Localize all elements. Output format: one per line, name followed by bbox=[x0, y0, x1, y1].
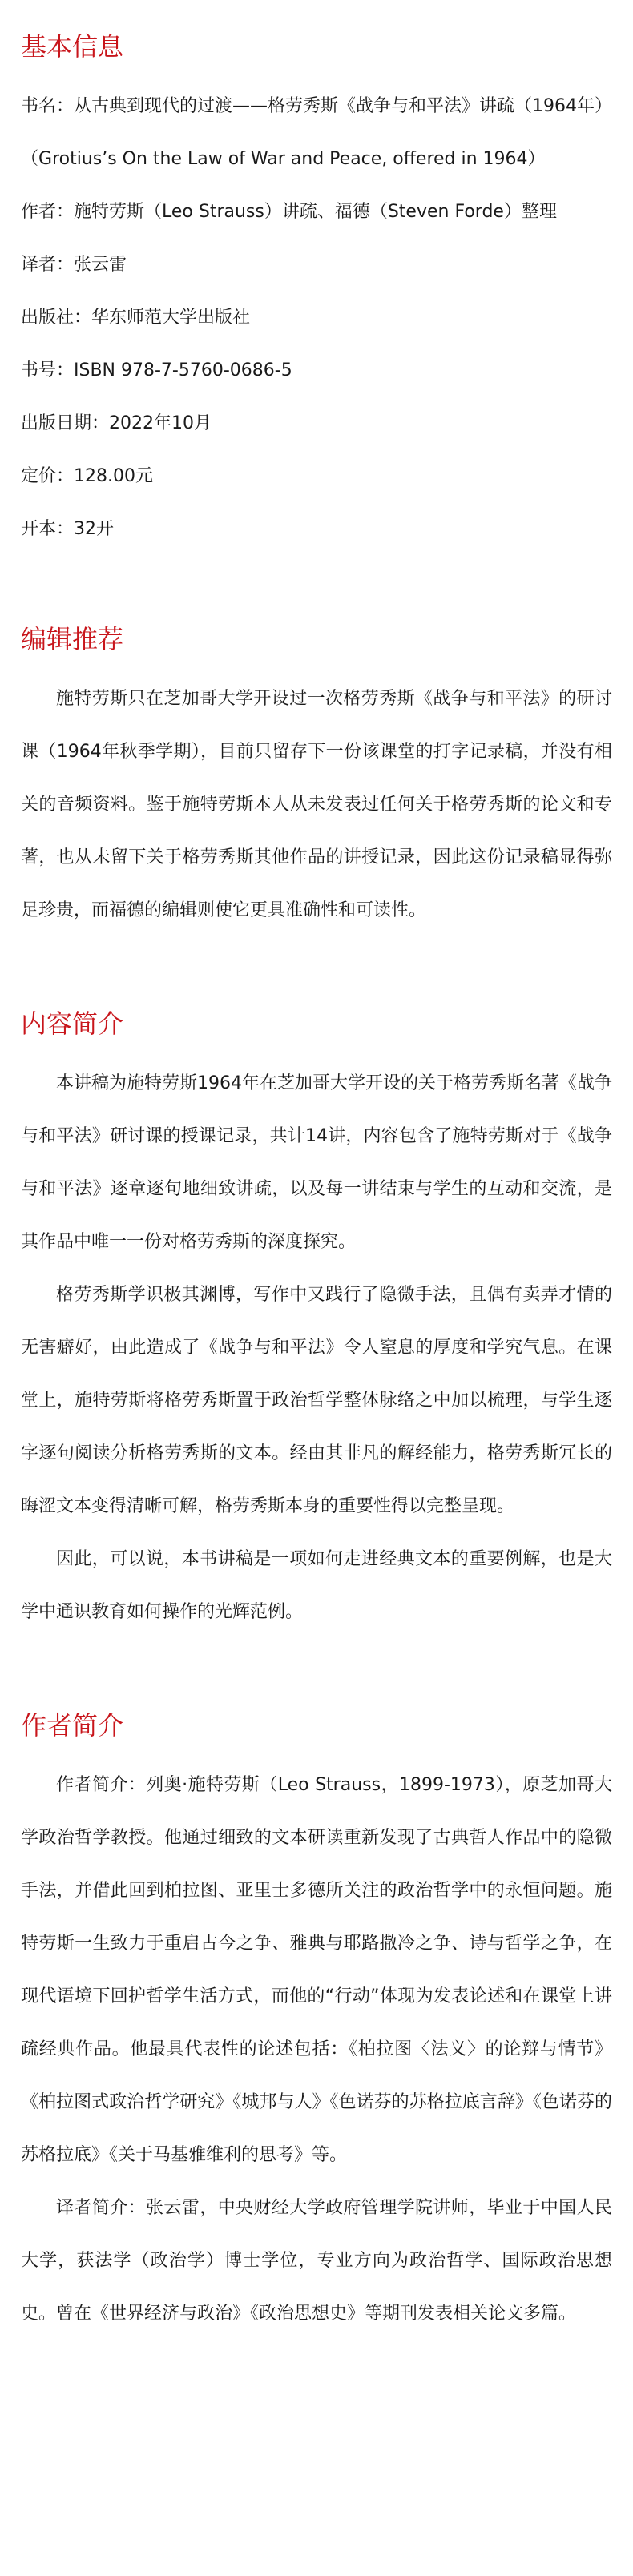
book-title-line: 书名：从古典到现代的过渡——格劳秀斯《战争与和平法》讲疏（1964年）（Grotius’s On the Law of War and Peace, offered in 1964） bbox=[21, 96, 612, 169]
format-line: 开本：32开 bbox=[21, 519, 114, 539]
price-line: 定价：128.00元 bbox=[21, 466, 153, 486]
isbn-line: 书号：ISBN 978-7-5760-0686-5 bbox=[21, 360, 292, 380]
recommend-paragraph: 施特劳斯只在芝加哥大学开设过一次格劳秀斯《战争与和平法》的研讨课（1964年秋季学期），目前只留存下一份该课堂的打字记录稿，并没有相关的音频资料。鉴于施特劳斯本人从未发表过任何关于格劳秀斯的论文和专著，也从未留下关于格劳秀斯其他作品的讲授记录，因此这份记录稿显得弥足珍贵，而福德的编辑则使它更具准确性和可读性。 bbox=[21, 689, 612, 920]
content-intro-heading: 内容简介 bbox=[21, 1008, 124, 1039]
intro-paragraph-3: 因此，可以说，本书讲稿是一项如何走进经典文本的重要例解，也是大学中通识教育如何操作的光辉范例。 bbox=[21, 1549, 612, 1622]
intro-paragraph-1: 本讲稿为施特劳斯1964年在芝加哥大学开设的关于格劳秀斯名著《战争与和平法》研讨课的授课记录，共计14讲，内容包含了施特劳斯对于《战争与和平法》逐章逐句地细致讲疏，以及每一讲结束与学生的互动和交流，是其作品中唯一一份对格劳秀斯的深度探究。 bbox=[21, 1073, 612, 1252]
basic-info-section bbox=[21, 24, 612, 556]
intro-paragraph-2: 格劳秀斯学识极其渊博，写作中又践行了隐微手法，且偶有卖弄才情的无害癖好，由此造成了《战争与和平法》令人窒息的厚度和学究气息。在课堂上，施特劳斯将格劳秀斯置于政治哲学整体脉络之中加以梳理，与学生逐字逐句阅读分析格劳秀斯的文本。经由其非凡的解经能力，格劳秀斯冗长的晦涩文本变得清晰可解，格劳秀斯本身的重要性得以完整呈现。 bbox=[21, 1285, 612, 1516]
editor-recommend-heading: 编辑推荐 bbox=[21, 624, 124, 654]
author-bio-paragraph: 作者简介：列奥·施特劳斯（Leo Strauss，1899-1973），原芝加哥大学政治哲学教授。他通过细致的文本研读重新发现了古典哲人作品中的隐微手法，并借此回到柏拉图、亚里士多德所关注的政治哲学中的永恒问题。施特劳斯一生致力于重启古今之争、雅典与耶路撒冷之争、诗与哲学之争，在现代语境下回护哲学生活方式，而他的“行动”体现为发表论述和在课堂上讲疏经典作品。他最具代表性的论述包括：《柏拉图〈法义〉的论辩与情节》《柏拉图式政治哲学研究》《城邦与人》《色诺芬的苏格拉底言辞》《色诺芬的苏格拉底》《关于马基雅维利的思考》等。 bbox=[21, 1775, 612, 2165]
publisher-line: 出版社：华东师范大学出版社 bbox=[21, 308, 251, 328]
content-intro-section bbox=[21, 1001, 612, 1639]
editor-recommend-section bbox=[21, 617, 612, 937]
translator-line: 译者：张云雷 bbox=[21, 255, 127, 275]
author-intro-heading: 作者简介 bbox=[21, 1710, 124, 1741]
author-intro-section bbox=[21, 1703, 612, 2341]
basic-info-heading: 基本信息 bbox=[21, 31, 124, 62]
author-line: 作者：施特劳斯（Leo Strauss）讲疏、福德（Steven Forde）整理 bbox=[21, 202, 557, 222]
translator-bio-paragraph: 译者简介：张云雷，中央财经大学政府管理学院讲师，毕业于中国人民大学，获法学（政治学）博士学位，专业方向为政治哲学、国际政治思想史。曾在《世界经济与政治》《政治思想史》等期刊发表相关论文多篇。 bbox=[21, 2198, 612, 2324]
publish-date-line: 出版日期：2022年10月 bbox=[21, 413, 212, 433]
